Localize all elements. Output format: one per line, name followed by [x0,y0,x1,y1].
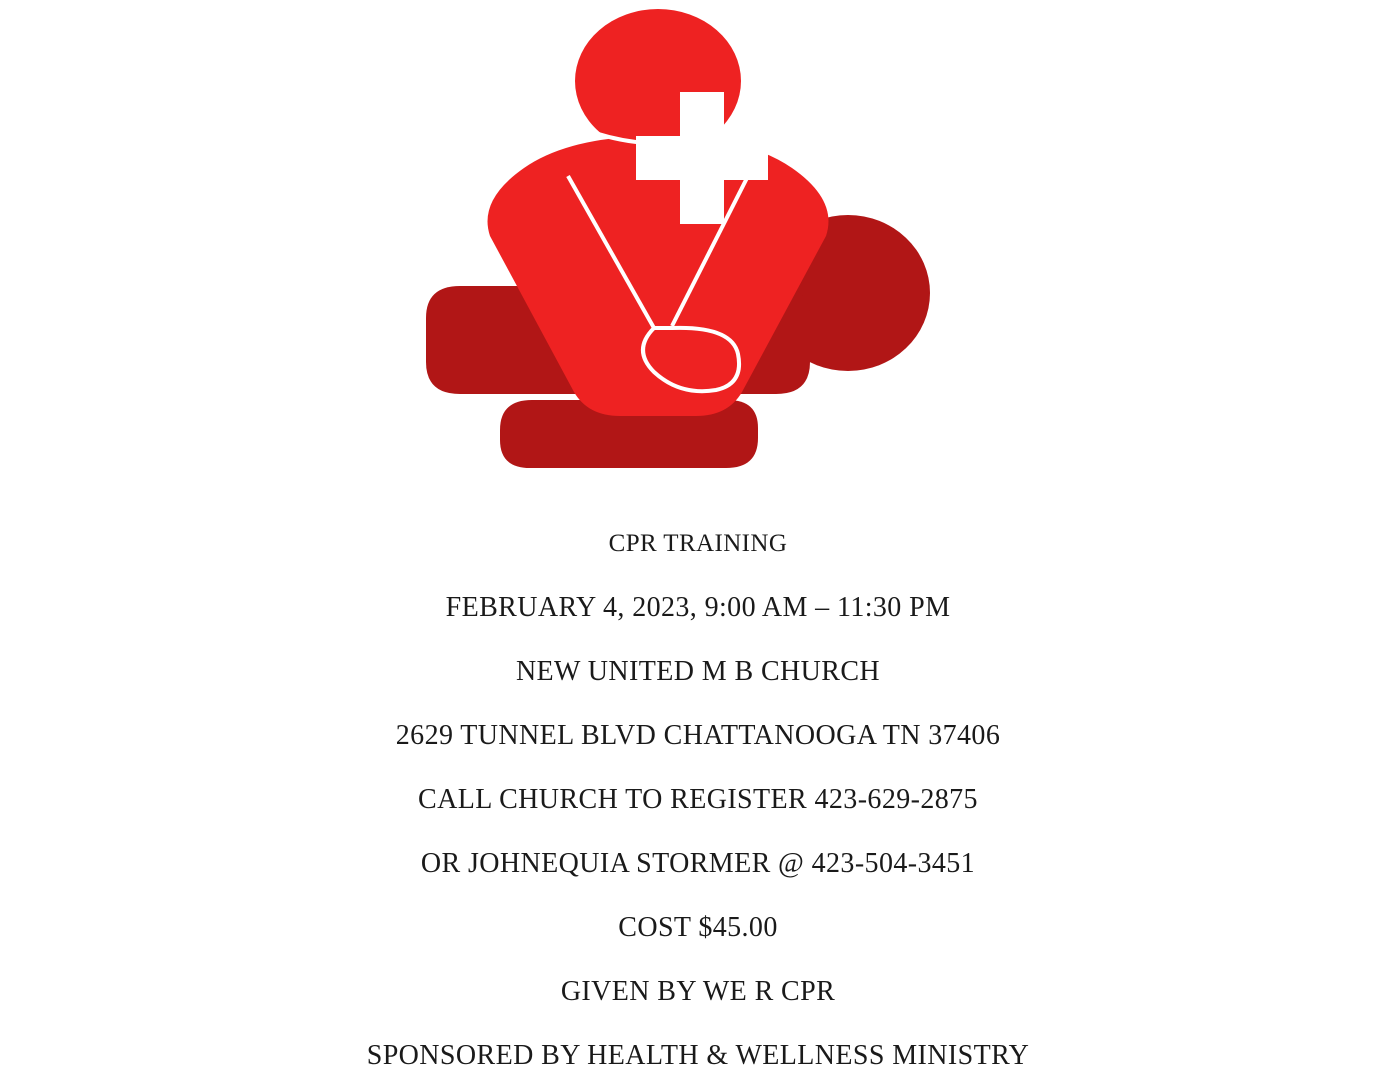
flyer-provider: GIVEN BY WE R CPR [560,976,836,1007]
flyer-cost: COST $45.00 [618,912,778,943]
flyer-register-phone: CALL CHURCH TO REGISTER 423-629-2875 [418,784,978,815]
flyer-datetime: FEBRUARY 4, 2023, 9:00 AM – 11:30 PM [445,592,951,623]
flyer-contact-phone: OR JOHNEQUIA STORMER @ 423-504-3451 [420,848,976,879]
flyer-sponsor: SPONSORED BY HEALTH & WELLNESS MINISTRY [366,1040,1030,1071]
cpr-illustration [418,8,978,528]
flyer-text-block [0,528,1396,1072]
flyer-address: 2629 TUNNEL BLVD CHATTANOOGA TN 37406 [395,720,1001,751]
flyer-title: CPR TRAINING [608,530,788,557]
flyer-venue: NEW UNITED M B CHURCH [515,656,881,687]
